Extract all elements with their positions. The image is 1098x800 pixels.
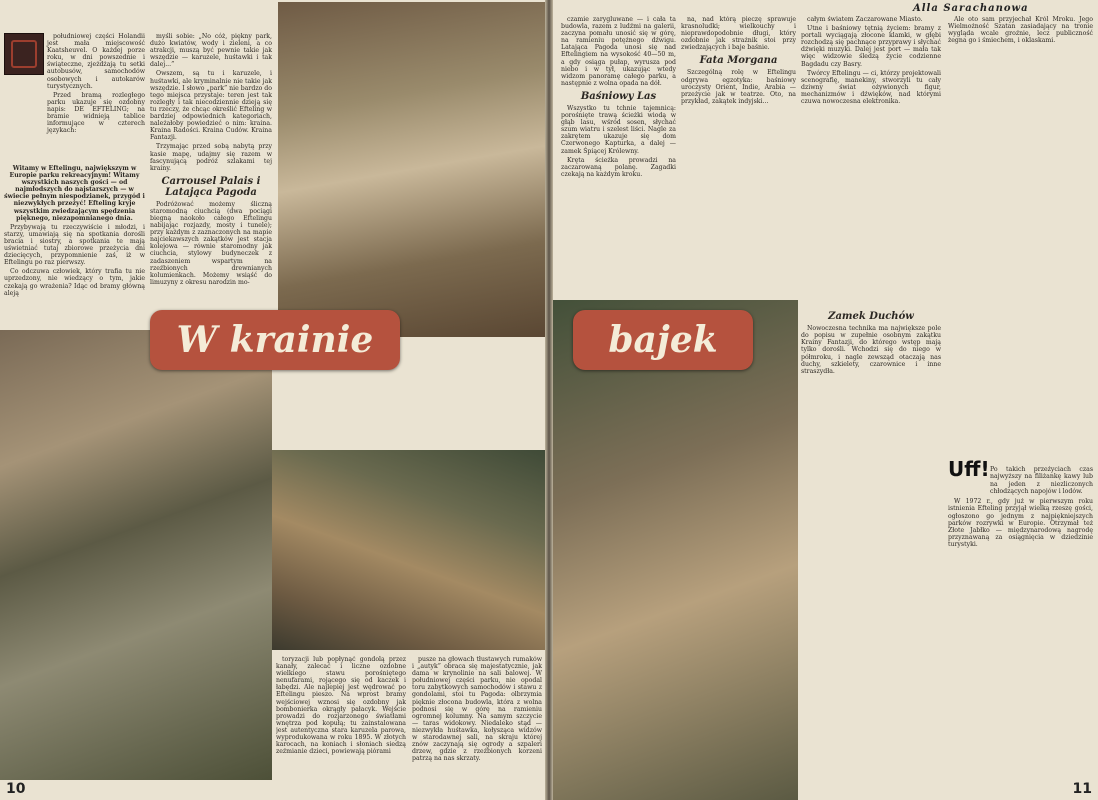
- paragraph: Owszem, są tu i karuzele, i huśtawki, ale kryminalnie nie takie jak wszędzie. I słowo „park” nie bardzo do tego miejsca przystaje: teren jest tak rozległy i tak niecodziennie dzieją się tu rzeczy, że chcąc określić Efteling w bardziej odpowiednich kategoriach, należałoby powiedzieć o nim: kraina. Kraina Radości. Kraina Cudów. Kraina Fantazji.: [150, 70, 272, 142]
- subheading: Zamek Duchów: [828, 311, 914, 323]
- uff-text: Po takich przeżyciach czas najwyższy na filiżankę kawy lub na jeden z niezliczonych chłodzących napojów i lodów.: [990, 466, 1093, 495]
- uff-paragraph: [948, 457, 1093, 496]
- right-column-4: [948, 16, 1093, 786]
- title-text: bajek: [608, 319, 718, 361]
- left-lower-column-2: [412, 656, 542, 796]
- right-column-1: [561, 16, 676, 316]
- article-title-part1: [150, 310, 400, 370]
- paragraph: W 1972 r., gdy już w pierwszym roku istnienia Efteling przyjął wielką rzeszę gości, ogłoszono go jednym z najpiękniejszych parków rozrywki w Europie. Otrzymał też Złote Jabłko — międzynarodową nagrodę przyznawaną za osiągnięcia w dziedzinie turystyki.: [948, 498, 1093, 548]
- author-name: Alla Sarachanowa: [913, 3, 1029, 14]
- welcome-notice: Witamy w Eftelingu, największym w Europie parku rekreacyjnym! Witamy wszystkich naszych gości — od najmłodszych do najstarszych — w świecie pełnym niespodzianek, przygód i niezwykłych przeżyć! Efteling kryje wszystkim zwiedzającym spędzenia pięknego, niezapomnianego dnia.: [4, 165, 145, 222]
- subheading: Fata Morgana: [699, 55, 778, 67]
- drop-cap-ornament: [4, 33, 44, 75]
- left-page: [0, 0, 545, 800]
- paragraph: Kręta ścieżka prowadzi na zaczarowaną polanę. Zagadki czekają na każdym kroku.: [561, 156, 676, 178]
- paragraph: Podróżować możemy śliczną staromodną ciuchcią (dwa pociągi biegną naokoło całego Eftelingu nabijając rozjazdy, mosty i tunele); przy każdym z zaznaczonych na mapie najciekawszych zakątków jest stacja kolejowa — równie staromodny jak ciuchcia, stylowy budyneczek z zadaszeniem wspartym na rzeźbionych drewnianych kolumienkach. Możemy wsiąść do limuzyny z okresu narodzin mo-: [150, 200, 272, 286]
- photo-dwarfs-scene: [272, 450, 545, 650]
- page-number: 11: [1072, 781, 1092, 797]
- paragraph: toryzacji lub popłynąć gondolą przez kanały, zalecać i liczne ozdobne wielkiego stawu porośniętego nenufarami, rojącego się od kaczek i łabędzi. Ale najlepiej jest wędrować po Eftelingu pieszo. Na wprost bramy wejściowej wznosi się ozdobny jak bombonierka okrągły pałacyk. Wejście prowadzi do rozjarzonego światłami wnętrza pod kopułą; tu zainstalowana jest autentyczna stara karuzela parowa, wyprodukowana w roku 1895. W złotych karocach, na koniach i słoniach siedzą zeźmianie dzieci, powiewają piórami: [276, 656, 406, 756]
- title-text: W krainie: [176, 319, 374, 361]
- paragraph: Ale oto sam przyjechał Król Mroku. Jego Wielmożność Szatan zasiadający na tronie wygląda wcale groźnie, lecz publiczność żegna go i śmiechem, i oklaskami.: [948, 16, 1093, 45]
- paragraph: Trzymając przed sobą nabytą przy kasie mapę, udajmy się razem w fascynującą podróż szlakami tej krainy.: [150, 143, 272, 172]
- paragraph: całym światem Zaczarowane Miasto.: [807, 16, 923, 23]
- paragraph: Co odczuwa człowiek, który trafia tu nie uprzedzony, nie wiedzący o tym, jakie czekają go wrażenia? Idąc od bramy główną aleją: [4, 268, 145, 297]
- article-title-part2: [573, 310, 753, 370]
- paragraph: Wszystko tu tchnie tajemnicą: porośnięte trawą ścieżki wiodą w głąb lasu, wśród sosen, słychać szum wiatru i szelest liści. Nagle za zakrętem ukazuje się dom Czerwonego Kapturka, a dalej — zamek Śpiącej Królewny.: [561, 104, 676, 155]
- subheading: Carrousel Palais i Latająca Pagoda: [161, 175, 261, 198]
- subheading: Baśniowy Las: [580, 90, 657, 102]
- paragraph: południowej części Holandii jest mała miejscowość Kaatsheuvel. O każdej porze roku, w dni powszednie i świąteczne, zjeżdżają tu setki autobusów, samochodów osobowych i autokarów turystycznych.: [47, 33, 145, 90]
- page-gutter: [545, 0, 553, 800]
- right-page: [553, 0, 1098, 800]
- left-column-1b: [4, 165, 145, 299]
- paragraph: Szczególną rolę w Eftelingu odgrywa egzotyka: baśniowy uroczysty Orient, Indie, Arabia — przeżycie jak w teatrze. Oto, na przykład, zakątek indyjski...: [681, 69, 796, 105]
- paragraph: Przed bramą rozległego parku ukazuje się ozdobny napis: DE EFTELING; na bramie widnieją tablice informujące w czterech językach:: [47, 91, 145, 135]
- photo-wooden-totem-figures: [0, 330, 272, 780]
- paragraph: czamie zarygluwane — i cała ta budowla, razem z ludźmi na galerii, zaczyna pomału unosić się w górę, na ramieniu potężnego dźwigu. Latająca Pagoda unosi się nad Eftelingiem na wysokość 40—50 m, a gdy osiąga pułap, wyrusza pod niebo i w tył, ukazując wtedy widzom panoramę całego parku, a następnie z wolna opada na dół.: [561, 16, 676, 87]
- paragraph: Nowoczesna technika ma największe pole do popisu w zupełnie osobnym zakątku Krainy Fantazji, do którego wstęp mają tylko dorośli. Wchodzi się do niego w półmroku, i nagle zewsząd otaczają nas duchy, szkielety, czarownice i inne straszydła.: [801, 325, 941, 375]
- paragraph: na, nad którą pieczę sprawuje krasnoludki; wielkouchy i nieprawdopodobnie długi, który ozdobnie jak strażnik stoi przy zwiedzających i baje baśnie.: [681, 16, 796, 52]
- photo-fairy-tale-castle: [278, 2, 545, 337]
- photo-giant-figure: [553, 300, 798, 800]
- left-column-1: [47, 33, 145, 136]
- paragraph: Utne i baśniowy tętnią życiem: bramy z portali wyciągają złocone klamki, w głębi rozchodzą się pachnące przyprawy i słychać dźwięki muzyki. Dalej jest port — mała tak więc widzowie śledzą życie codzienne Bagdadu czy Basry.: [801, 25, 941, 68]
- page-number: 10: [6, 781, 26, 797]
- right-column-2: [681, 16, 796, 316]
- paragraph: Przybywają tu rzeczywiście i młodzi, i starzy, umawiają się na spotkania dorośli bracia i siostry, a spotkania te mają uświetniać tutaj zbiorowe przeżycia dni dziecięcych, przypomnienie zaś, iż w Eftelingu po raz pierwszy.: [4, 223, 145, 267]
- paragraph: pusze na głowach tłustawych rumaków i „autyk” obraca się majestatycznie, jak dama w krynolinie na sali balowej. W południowej części parku, nie opodal toru zabytkowych samochodów i stawu z gondolami, stoi tu Pagoda: olbrzymia pięknie złocona budowla, która z wolna podnosi się w górę na ramieniu ogromnej kolumny. Na samym szczycie — taras widokowy. Niedaleko stąd — niezwykła huśtawka, kołysząca widzów w starodawnej sali, na skraju której znów zaczynają się ogrody a szpaleri drzew, gdzie z rzeźbionych korzeni patrzą na nas skrzaty.: [412, 656, 542, 763]
- uff-exclamation: Uff!: [948, 457, 990, 482]
- left-lower-column-1: [276, 656, 406, 796]
- right-column-3: [801, 16, 941, 786]
- left-column-2: [150, 33, 272, 288]
- paragraph: myśli sobie: „No cóż, piękny park, dużo kwiatów, wody i zieleni, a co atrakcji, muszą być pewnie takie jak wszędzie — karuzele, huśtawki i tak dalej...”: [150, 33, 272, 69]
- paragraph: Twórcy Eftelingu — ci, którzy projektowali scenografię, manekiny, stworzyli tu cały dziwny świat ożywionych figur, mechanizmów i dźwięków, nad którymi czuwa nowoczesna elektronika.: [801, 69, 941, 106]
